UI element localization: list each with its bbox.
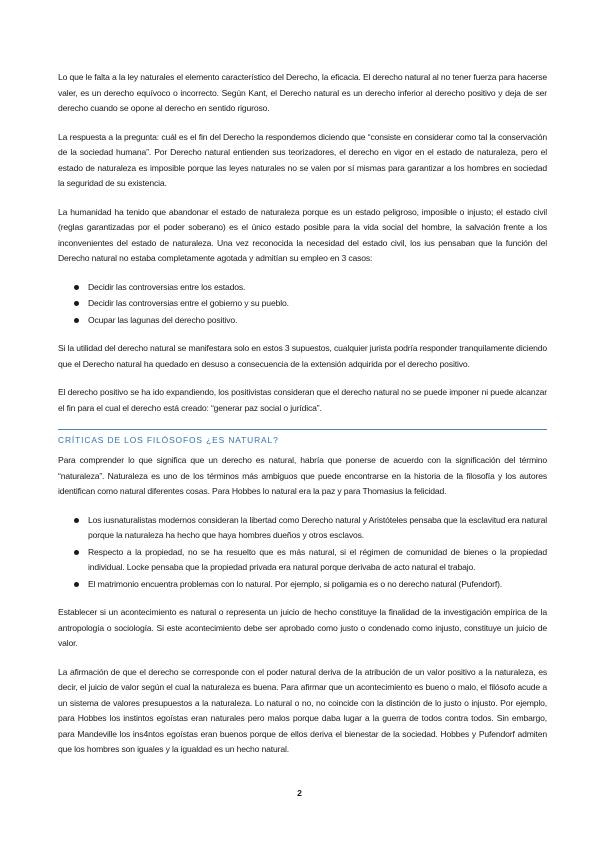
list-item-text: Decidir las controversias entre los estados.	[88, 281, 246, 292]
list-item-text: Ocupar las lagunas del derecho positivo.	[88, 314, 238, 325]
list-item	[58, 513, 547, 544]
paragraph: El derecho positivo se ha ido expandiendo, los positivistas consideran que el derecho natural no se puede imponer ni puede alcanzar el fin para el cual el derecho está creado: “generar paz social o jurídica”.	[58, 387, 547, 413]
list-item	[58, 280, 547, 296]
list-item-text: El matrimonio encuentra problemas con lo natural. Por ejemplo, si poligamia es o no derecho natural (Pufendorf).	[88, 578, 503, 589]
list-item	[58, 577, 547, 593]
list-item	[58, 313, 547, 329]
paragraph: La afirmación de que el derecho se corresponde con el poder natural deriva de la atribución de un valor positivo a la naturaleza, es decir, el juicio de valor según el cual la naturaleza es buena. Para afirmar que un acontecimiento es bueno o malo, el filósofo acude a un sistema de valores presupuestos a la naturaleza. Lo natural o no, no coincide con la distinción de lo justo o injusto. Por ejemplo, para Hobbes los instintos egoístas eran naturales pero malos porque daba lugar a la guerra de todos contra todos. Sin embargo, para Mandeville los ins4ntos egoístas eran buenos porque de ellos deriva el bienestar de la sociedad. Hobbes y Pufendorf admiten que los hombres son iguales y la igualdad es un hecho natural.	[58, 666, 547, 754]
paragraph: La humanidad ha tenido que abandonar el estado de naturaleza porque es un estado peligroso, imposible o injusto; el estado civil (reglas garantizadas por el poder soberano) es el único estado posible para la vida social del hombre, la salvación frente a los inconvenientes del estado de naturaleza. Una vez reconocida la necesidad del estado civil, los ius pensaban que la función del Derecho natural no estaba completamente agotada y admitían su empleo en 3 casos:	[58, 206, 547, 263]
list-item	[58, 545, 547, 576]
list-item	[58, 296, 547, 312]
bullet-icon	[74, 301, 79, 306]
bullet-icon	[74, 318, 79, 323]
bullet-list-casos	[58, 280, 547, 329]
bullet-icon	[74, 518, 79, 523]
page-content	[58, 70, 547, 771]
bullet-icon	[74, 285, 79, 290]
bullet-icon	[74, 582, 79, 587]
list-item-text: Decidir las controversias entre el gobierno y su pueblo.	[88, 298, 289, 308]
list-item-text: Los iusnaturalistas modernos consideran la libertad como Derecho natural y Aristóteles pensaba que la esclavitud era natural porque la naturaleza ha hecho que haya hombres dueños y otros esclavos.	[88, 514, 547, 540]
paragraph: Para comprender lo que significa que un derecho es natural, habría que ponerse de acuerdo con la significación del término “naturaleza”. Naturaleza es uno de los términos más ambiguos que puede encontrarse en la historia de la filosofía y los autores identifican como natural diferentes cosas. Para Hobbes lo natural era la paz y para Thomasius la felicidad.	[58, 455, 547, 496]
paragraph: Lo que le falta a la ley naturales el elemento característico del Derecho, la eficacia. El derecho natural al no tener fuerza para hacerse valer, es un derecho equívoco o incorrecto. Según Kant, el Derecho natural es un derecho inferior al derecho positivo y deja de ser derecho cuando se opone al derecho en sentido riguroso.	[58, 72, 548, 113]
list-item-text: Respecto a la propiedad, no se ha resuelto que es más natural, si el régimen de comunidad de bienes o la propiedad individual. Locke pensaba que la propiedad privada era natural porque derivaba de acto natural el trabajo.	[88, 546, 547, 572]
section-divider	[58, 429, 547, 430]
paragraph: Si la utilidad del derecho natural se manifestara solo en estos 3 supuestos, cualquier jurista podría responder tranquilamente diciendo que el Derecho natural ha quedado en desuso a consecuencia de la extensión adquirida por el derecho positivo.	[58, 343, 547, 369]
section-heading: CRÍTICAS DE LOS FILÓSOFOS ¿ES NATURAL?	[58, 435, 279, 445]
bullet-icon	[74, 550, 79, 555]
paragraph: La respuesta a la pregunta: cuál es el fin del Derecho la respondemos diciendo que “consiste en considerar como tal la conservación de la sociedad humana”. Por Derecho natural entienden sus teorizadores, el derecho en vigor en el estado de naturaleza, pero el estado de naturaleza es imposible porque las leyes naturales no se valen por sí mismas para garantizar a los hombres en sociedad la seguridad de su existencia.	[58, 131, 547, 188]
paragraph: Establecer si un acontecimiento es natural o representa un juicio de hecho constituye la finalidad de la investigación empírica de la antropología o sociología. Si este acontecimiento debe ser aprobado como justo o condenado como injusto, constituye un juicio de valor.	[58, 607, 547, 648]
bullet-list-criticas	[58, 513, 547, 593]
page-number: 2	[297, 788, 302, 798]
